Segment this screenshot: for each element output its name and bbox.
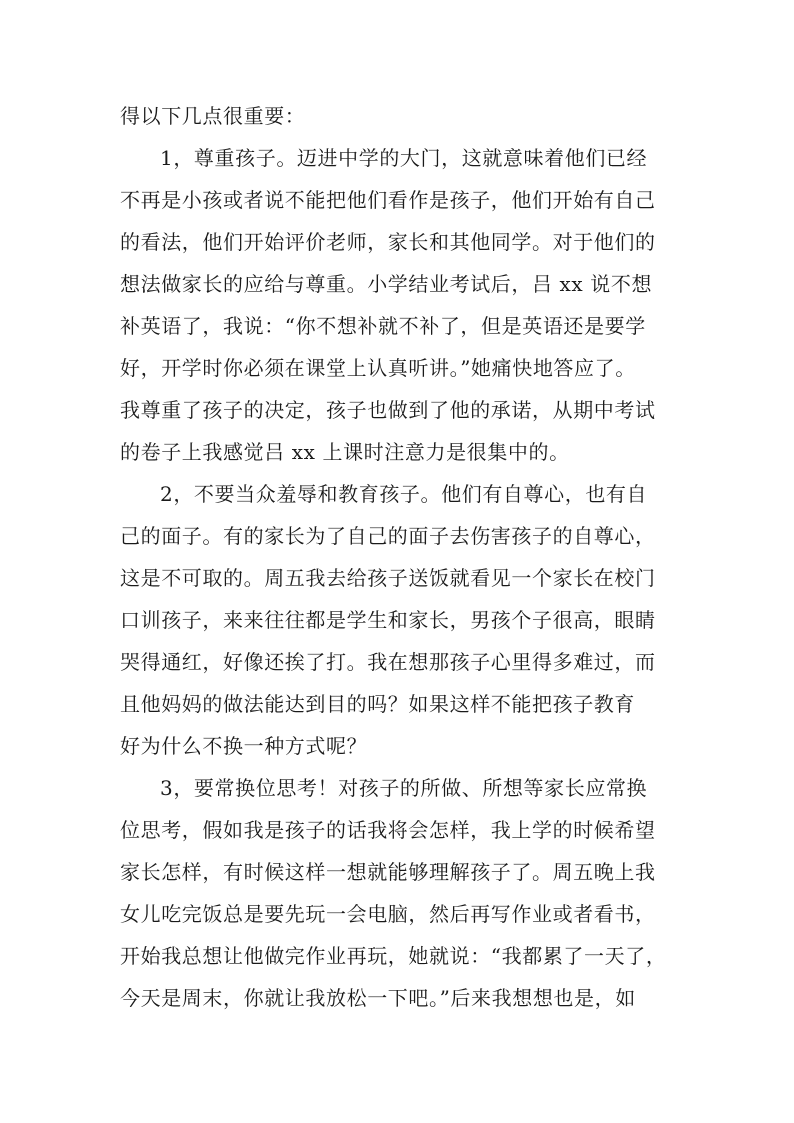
text-line: 的卷子上我感觉吕 xx 上课时注意力是很集中的。: [120, 440, 570, 464]
text-line: 好，开学时你必须在课堂上认真听讲。”她痛快地答应了。: [120, 356, 636, 380]
text-line: 不再是小孩或者说不能把他们看作是孩子，他们开始有自己: [120, 188, 656, 212]
text-line: 今天是周末，你就让我放松一下吧。”后来我想想也是，如: [120, 986, 636, 1010]
text-line: 3，要常换位思考！对孩子的所做、所想等家长应常换: [160, 776, 648, 800]
text-line: 己的面子。有的家长为了自己的面子去伤害孩子的自尊心，: [120, 524, 656, 548]
text-line: 1，尊重孩子。迈进中学的大门，这就意味着他们已经: [160, 146, 648, 170]
text-line: 哭得通红，好像还挨了打。我在想那孩子心里得多难过，而: [120, 650, 656, 674]
text-line: 的看法，他们开始评价老师，家长和其他同学。对于他们的: [120, 230, 656, 254]
text-line: 补英语了，我说：“你不想补就不补了，但是英语还是要学: [120, 314, 646, 338]
text-line: 我尊重了孩子的决定，孩子也做到了他的承诺，从期中考试: [120, 398, 656, 422]
text-line: 好为什么不换一种方式呢？: [120, 734, 368, 758]
text-line: 且他妈妈的做法能达到目的吗？如果这样不能把孩子教育: [120, 692, 635, 716]
text-line: 想法做家长的应给与尊重。小学结业考试后，吕 xx 说不想: [120, 272, 653, 296]
text-line: 开始我总想让他做完作业再玩，她就说：“我都累了一天了，: [120, 944, 667, 968]
text-line: 女儿吃完饭总是要先玩一会电脑，然后再写作业或者看书，: [120, 902, 656, 926]
text-line: 得以下几点很重要：: [120, 104, 306, 128]
text-line: 位思考，假如我是孩子的话我将会怎样，我上学的时候希望: [120, 818, 656, 842]
text-line: 家长怎样，有时候这样一想就能够理解孩子了。周五晚上我: [120, 860, 656, 884]
text-line: 这是不可取的。周五我去给孩子送饭就看见一个家长在校门: [120, 566, 656, 590]
text-line: 2，不要当众羞辱和教育孩子。他们有自尊心，也有自: [160, 482, 648, 506]
text-line: 口训孩子，来来往往都是学生和家长，男孩个子很高，眼睛: [120, 608, 656, 632]
